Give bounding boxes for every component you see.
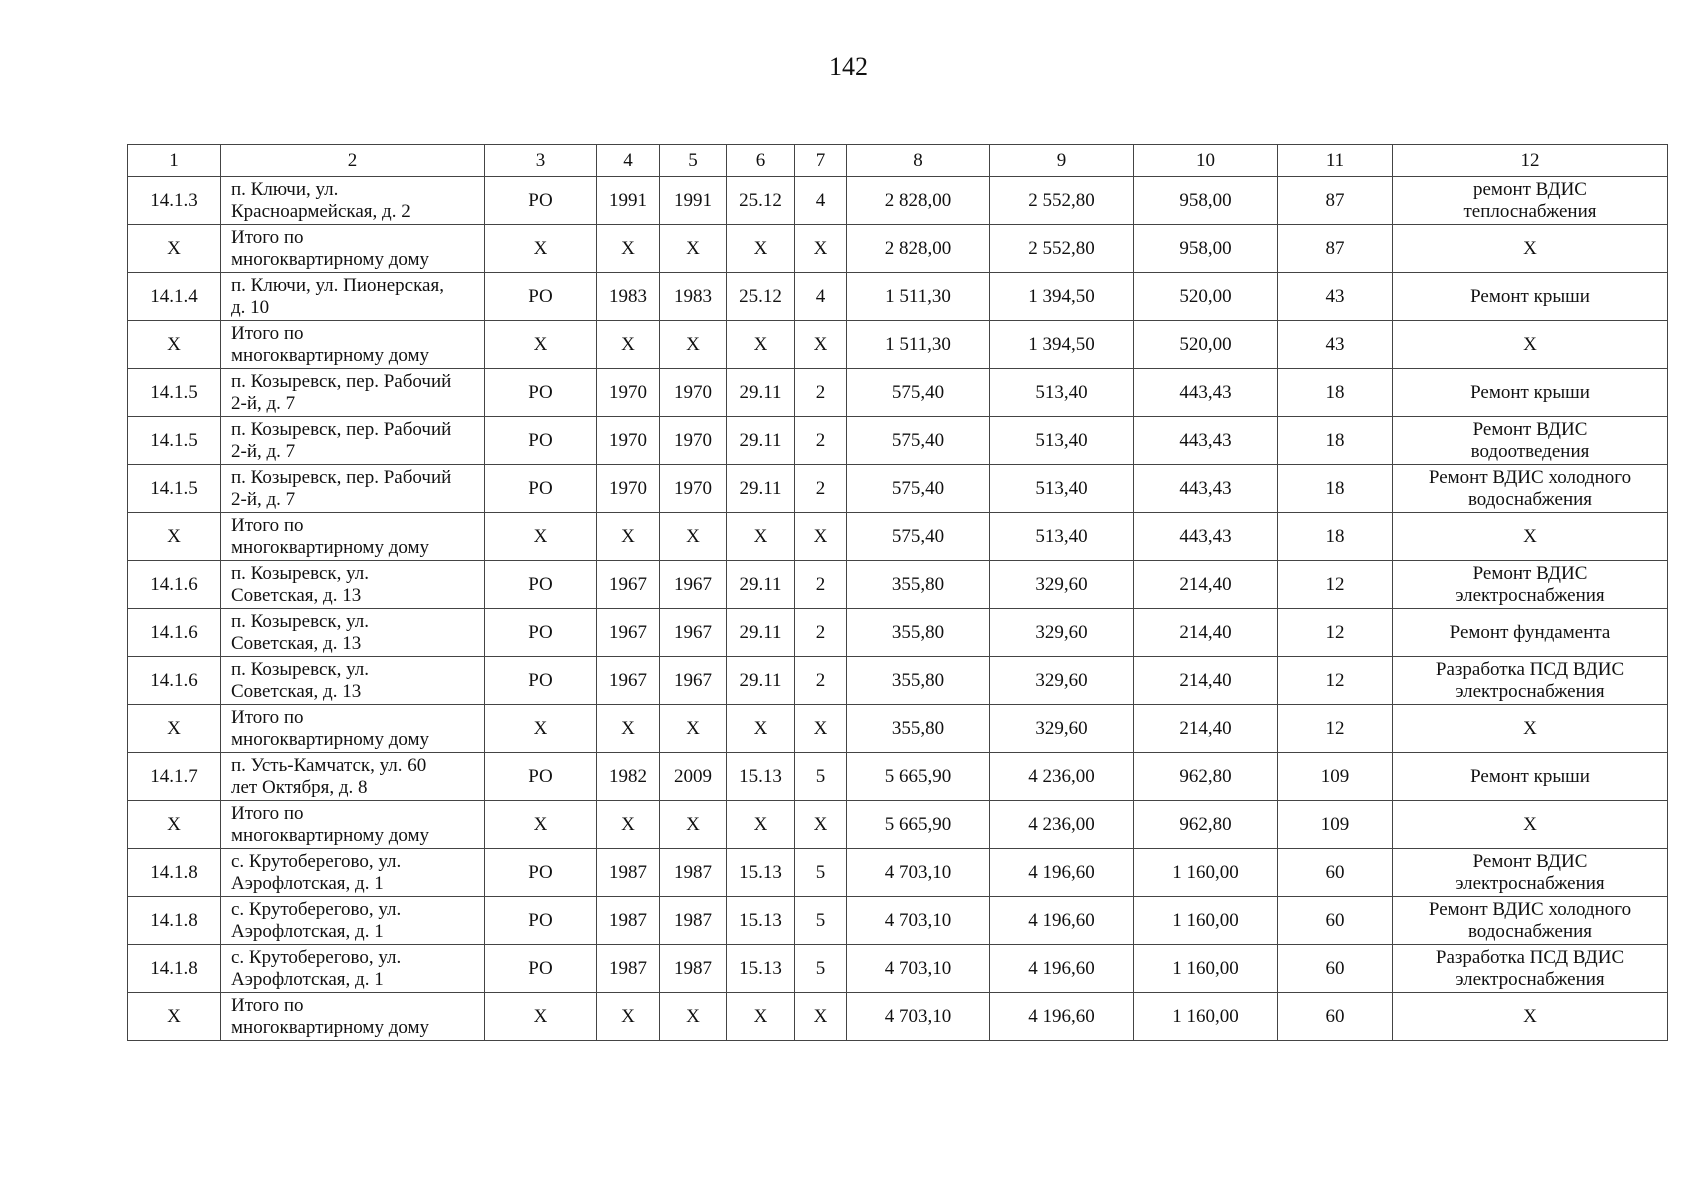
table-cell: 4 196,60 [990,945,1134,993]
table-cell: Ремонт крыши [1393,273,1668,321]
table-cell: X [727,705,795,753]
table-cell: 18 [1278,513,1393,561]
table-cell: 575,40 [847,513,990,561]
table-cell: 1970 [597,465,660,513]
table-cell: X [128,513,221,561]
table-cell: 14.1.8 [128,849,221,897]
table-cell: 60 [1278,849,1393,897]
table-cell: 2 828,00 [847,225,990,273]
table-cell: 575,40 [847,417,990,465]
table-row [128,177,1668,225]
table-cell: 443,43 [1134,369,1278,417]
table-cell: 1 160,00 [1134,897,1278,945]
table-cell: 1987 [660,897,727,945]
table-cell: 1991 [597,177,660,225]
table-cell: Ремонт ВДИС холодного водоснабжения [1393,897,1668,945]
table-cell: РО [485,753,597,801]
table-row [128,273,1668,321]
table-cell: X [660,321,727,369]
table-cell: X [597,225,660,273]
table-cell: X [128,705,221,753]
table-cell: X [128,993,221,1041]
table-cell: 25.12 [727,177,795,225]
subtotal-row [128,705,1668,753]
table-cell: X [727,801,795,849]
table-cell: Разработка ПСД ВДИС электроснабжения [1393,657,1668,705]
table-cell: 329,60 [990,657,1134,705]
table-cell: Разработка ПСД ВДИС электроснабжения [1393,945,1668,993]
table-cell: РО [485,609,597,657]
table-cell: 14.1.8 [128,945,221,993]
table-cell: 1967 [660,561,727,609]
table-cell: 1970 [660,465,727,513]
table-cell: 962,80 [1134,801,1278,849]
table-cell: 1987 [597,849,660,897]
column-number-row [128,145,1668,177]
table-cell: X [660,225,727,273]
table-cell: X [485,993,597,1041]
table-cell: 1970 [597,369,660,417]
table-cell: РО [485,273,597,321]
table-cell: п. Козыревск, ул. Советская, д. 13 [221,561,485,609]
table-cell: п. Усть-Камчатск, ул. 60 лет Октября, д. 8 [221,753,485,801]
table-cell: Итого по многоквартирному дому [221,705,485,753]
table-cell: X [1393,513,1668,561]
table-cell: 15.13 [727,753,795,801]
table-row [128,849,1668,897]
table-cell: 443,43 [1134,417,1278,465]
table-cell: 1970 [660,369,727,417]
table-cell: 329,60 [990,609,1134,657]
table-cell: 329,60 [990,705,1134,753]
table-cell: 12 [1278,609,1393,657]
table-cell: 1967 [597,609,660,657]
column-header: 12 [1393,145,1668,177]
table-cell: 1970 [597,417,660,465]
table-body [128,177,1668,1041]
table-cell: X [1393,225,1668,273]
table-row [128,657,1668,705]
table-cell: 29.11 [727,657,795,705]
table-cell: п. Ключи, ул. Пионерская, д. 10 [221,273,485,321]
table-cell: 18 [1278,465,1393,513]
table-cell: 4 196,60 [990,993,1134,1041]
table-cell: 1987 [597,897,660,945]
table-cell: 1983 [597,273,660,321]
table-cell: 1987 [660,849,727,897]
page-number: 142 [829,52,868,81]
table-cell: Итого по многоквартирному дому [221,513,485,561]
table-cell: 214,40 [1134,561,1278,609]
table-cell: 14.1.6 [128,609,221,657]
column-header: 10 [1134,145,1278,177]
table-cell: 1970 [660,417,727,465]
subtotal-row [128,225,1668,273]
table-cell: 1 160,00 [1134,993,1278,1041]
table-cell: 214,40 [1134,705,1278,753]
table-cell: 43 [1278,273,1393,321]
table-cell: 14.1.8 [128,897,221,945]
table-cell: X [128,801,221,849]
table-cell: РО [485,945,597,993]
table-cell: 29.11 [727,369,795,417]
table-cell: X [795,993,847,1041]
table-cell: 2 [795,417,847,465]
table-cell: 513,40 [990,369,1134,417]
column-header: 4 [597,145,660,177]
table-cell: 1967 [597,561,660,609]
table-cell: 4 703,10 [847,897,990,945]
table-cell: X [795,801,847,849]
column-header: 1 [128,145,221,177]
table-cell: РО [485,849,597,897]
table-cell: X [485,705,597,753]
table-cell: 443,43 [1134,465,1278,513]
table-cell: Ремонт фундамента [1393,609,1668,657]
table-cell: 1 511,30 [847,321,990,369]
table-cell: 2 828,00 [847,177,990,225]
table-cell: РО [485,561,597,609]
table-cell: 60 [1278,993,1393,1041]
table-cell: 109 [1278,753,1393,801]
table-cell: X [660,705,727,753]
table-cell: X [660,801,727,849]
table-cell: 1967 [597,657,660,705]
column-header: 3 [485,145,597,177]
column-header: 6 [727,145,795,177]
column-header: 9 [990,145,1134,177]
table-cell: 2 [795,465,847,513]
table-cell: X [727,225,795,273]
table-cell: 355,80 [847,561,990,609]
table-cell: 14.1.4 [128,273,221,321]
table-row [128,465,1668,513]
table-row [128,945,1668,993]
table-cell: 2 [795,369,847,417]
table-cell: 1 394,50 [990,321,1134,369]
table-cell: X [597,321,660,369]
table-cell: 2009 [660,753,727,801]
table-cell: Ремонт ВДИС электроснабжения [1393,849,1668,897]
table-cell: РО [485,417,597,465]
table-cell: X [597,513,660,561]
table-cell: п. Козыревск, пер. Рабочий 2-й, д. 7 [221,417,485,465]
table-cell: 12 [1278,657,1393,705]
table-cell: Итого по многоквартирному дому [221,801,485,849]
table-cell: X [597,993,660,1041]
column-header: 7 [795,145,847,177]
table-cell: X [597,801,660,849]
table-cell: X [660,513,727,561]
table-cell: 355,80 [847,609,990,657]
table-cell: 214,40 [1134,609,1278,657]
table-cell: 329,60 [990,561,1134,609]
table-cell: 15.13 [727,849,795,897]
table-cell: п. Козыревск, пер. Рабочий 2-й, д. 7 [221,369,485,417]
table-cell: X [485,321,597,369]
table-cell: 5 [795,753,847,801]
table-cell: 14.1.5 [128,369,221,417]
table-cell: 14.1.5 [128,417,221,465]
table-cell: X [795,321,847,369]
table-row [128,561,1668,609]
table-cell: X [1393,993,1668,1041]
table-cell: X [795,225,847,273]
table-cell: 29.11 [727,465,795,513]
table-cell: 962,80 [1134,753,1278,801]
table-cell: 1982 [597,753,660,801]
table-cell: X [128,225,221,273]
table-cell: 1 160,00 [1134,945,1278,993]
table-cell: 5 665,90 [847,753,990,801]
table-cell: 4 236,00 [990,753,1134,801]
table-cell: X [128,321,221,369]
table-cell: 355,80 [847,657,990,705]
table-cell: 5 [795,945,847,993]
table-row [128,369,1668,417]
table-cell: Ремонт ВДИС холодного водоснабжения [1393,465,1668,513]
column-header: 5 [660,145,727,177]
table-cell: X [485,801,597,849]
table-cell: с. Крутоберегово, ул. Аэрофлотская, д. 1 [221,897,485,945]
table-cell: ремонт ВДИС теплоснабжения [1393,177,1668,225]
table-cell: 214,40 [1134,657,1278,705]
table-cell: 15.13 [727,897,795,945]
table-cell: X [795,705,847,753]
table-cell: РО [485,897,597,945]
table-cell: 2 [795,609,847,657]
table-cell: Ремонт ВДИС водоотведения [1393,417,1668,465]
table-cell: 4 703,10 [847,993,990,1041]
table-cell: 1967 [660,657,727,705]
table-cell: п. Ключи, ул. Красноармейская, д. 2 [221,177,485,225]
table-cell: X [485,513,597,561]
table-cell: 87 [1278,177,1393,225]
table-cell: 14.1.6 [128,561,221,609]
table-cell: 520,00 [1134,321,1278,369]
table-cell: 29.11 [727,561,795,609]
table-cell: Итого по многоквартирному дому [221,321,485,369]
table-cell: 575,40 [847,369,990,417]
table-cell: Ремонт крыши [1393,753,1668,801]
table-cell: 29.11 [727,609,795,657]
table-cell: РО [485,465,597,513]
column-header: 2 [221,145,485,177]
table-cell: 443,43 [1134,513,1278,561]
table-cell: 1 160,00 [1134,849,1278,897]
table-cell: 2 [795,657,847,705]
table-cell: 4 [795,177,847,225]
table-cell: 4 [795,273,847,321]
table-cell: X [795,513,847,561]
subtotal-row [128,801,1668,849]
column-header: 8 [847,145,990,177]
table-cell: 513,40 [990,465,1134,513]
table-row [128,417,1668,465]
table-cell: 4 196,60 [990,897,1134,945]
table-cell: 1987 [660,945,727,993]
table-cell: 2 [795,561,847,609]
table-cell: 1967 [660,609,727,657]
table-cell: 1 511,30 [847,273,990,321]
table-cell: 25.12 [727,273,795,321]
table-cell: X [485,225,597,273]
column-header: 11 [1278,145,1393,177]
table-cell: 29.11 [727,417,795,465]
table-cell: 109 [1278,801,1393,849]
table-cell: с. Крутоберегово, ул. Аэрофлотская, д. 1 [221,945,485,993]
capital-repair-table [127,144,1668,1041]
table-cell: X [1393,801,1668,849]
table-cell: 2 552,80 [990,225,1134,273]
table-cell: 958,00 [1134,225,1278,273]
table-cell: 1983 [660,273,727,321]
table-cell: 2 552,80 [990,177,1134,225]
table-cell: X [727,513,795,561]
table-cell: 513,40 [990,513,1134,561]
table-cell: Ремонт ВДИС электроснабжения [1393,561,1668,609]
table-cell: X [597,705,660,753]
table-cell: 1 394,50 [990,273,1134,321]
table-cell: 5 [795,849,847,897]
table-cell: п. Козыревск, ул. Советская, д. 13 [221,609,485,657]
table-cell: 12 [1278,705,1393,753]
table-cell: 14.1.7 [128,753,221,801]
table-cell: 1987 [597,945,660,993]
table-cell: РО [485,657,597,705]
table-cell: 60 [1278,897,1393,945]
table-cell: 87 [1278,225,1393,273]
table-cell: X [727,321,795,369]
table-cell: 4 196,60 [990,849,1134,897]
table-cell: 15.13 [727,945,795,993]
table-cell: 520,00 [1134,273,1278,321]
table-cell: 12 [1278,561,1393,609]
table-cell: Ремонт крыши [1393,369,1668,417]
table-cell: 4 703,10 [847,849,990,897]
table-row [128,609,1668,657]
table-cell: 18 [1278,417,1393,465]
table-cell: X [1393,321,1668,369]
table-cell: 43 [1278,321,1393,369]
table-cell: X [727,993,795,1041]
table-cell: 60 [1278,945,1393,993]
table-cell: 4 236,00 [990,801,1134,849]
table-cell: 1991 [660,177,727,225]
table-cell: X [1393,705,1668,753]
subtotal-row [128,993,1668,1041]
table-cell: РО [485,177,597,225]
table-cell: 5 665,90 [847,801,990,849]
subtotal-row [128,321,1668,369]
table-cell: 14.1.3 [128,177,221,225]
table-cell: с. Крутоберегово, ул. Аэрофлотская, д. 1 [221,849,485,897]
table-cell: 4 703,10 [847,945,990,993]
table-cell: п. Козыревск, пер. Рабочий 2-й, д. 7 [221,465,485,513]
table-cell: п. Козыревск, ул. Советская, д. 13 [221,657,485,705]
table-cell: Итого по многоквартирному дому [221,993,485,1041]
table-cell: 5 [795,897,847,945]
table-cell: 513,40 [990,417,1134,465]
table-cell: 355,80 [847,705,990,753]
table-cell: 18 [1278,369,1393,417]
table-cell: 575,40 [847,465,990,513]
table-row [128,753,1668,801]
table-cell: 958,00 [1134,177,1278,225]
table-cell: 14.1.5 [128,465,221,513]
table-cell: Итого по многоквартирному дому [221,225,485,273]
subtotal-row [128,513,1668,561]
table-cell: РО [485,369,597,417]
table-cell: X [660,993,727,1041]
table-cell: 14.1.6 [128,657,221,705]
table-row [128,897,1668,945]
